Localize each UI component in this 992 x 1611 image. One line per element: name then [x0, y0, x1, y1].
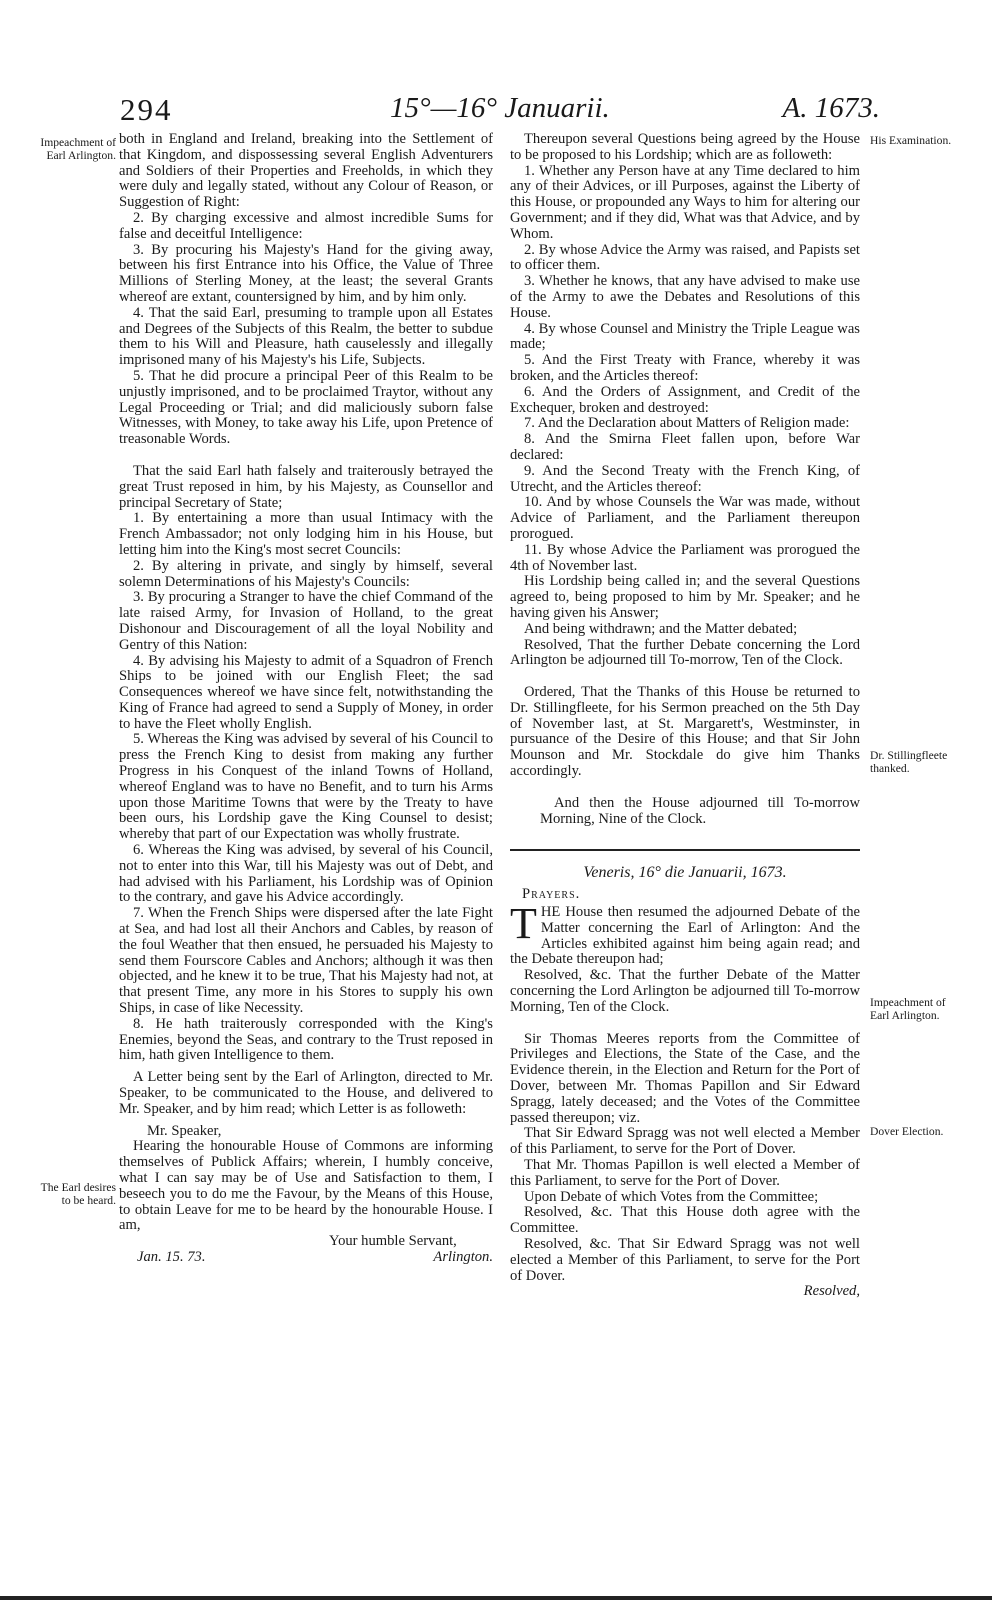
paragraph: That Mr. Thomas Papillon is well elected a Member of this Parliament, to serve for the Port of Dover.	[510, 1157, 860, 1189]
paragraph: 8. He hath traiterously corresponded with the King's Enemies, beyond the Seas, and contrary to the Trust reposed in him, hath given Intelligence to them.	[119, 1015, 493, 1064]
paragraph: His Lordship being called in; and the several Questions agreed to, being proposed to him by Mr. Speaker; and he having given his Answer;	[510, 573, 860, 621]
section-divider	[510, 849, 860, 851]
margin-note-impeachment-right: Impeachment of Earl Arlington.	[870, 996, 946, 1022]
paragraph: 2. By altering in private, and singly by himself, several solemn Determinations of his Majesty's Councils:	[119, 557, 493, 590]
opening-paragraph	[510, 899, 860, 968]
paragraph: Resolved, &c. That the further Debate of the Matter concerning the Lord Arlington be adjourned till To-morrow Morning, Ten of the Clock.	[510, 967, 860, 1015]
paragraph: That the said Earl hath falsely and traiterously betrayed the great Trust reposed in him, by his Majesty, as Counsellor and principal Secretary of State;	[119, 462, 493, 511]
paragraph: 3. Whether he knows, that any have advised to make use of the Army to awe the Debates and Resolutions of this House.	[510, 273, 860, 321]
paragraph: Thereupon several Questions being agreed by the House to be proposed to his Lordship; which are as followeth:	[510, 131, 860, 163]
paragraph: 7. When the French Ships were dispersed after the late Fight at Sea, and had lost all their Anchors and Cables, by reason of the foul Weather that then ensued, he persuaded his Majesty to send them Fourscore Cables and Anchors; although it was then objected, and he knew it to be true, That his Majesty had not, at that present Time, any more in his Stores to supply his own Ships, in case of like Necessity.	[119, 905, 493, 1017]
paragraph: A Letter being sent by the Earl of Arlington, directed to Mr. Speaker, to be communicated to the House, and delivered to Mr. Speaker, and by him read; which Letter is as followeth:	[119, 1069, 493, 1117]
paragraph: Ordered, That the Thanks of this House be returned to Dr. Stillingfleete, for his Sermon preached on the 5th Day of November last, at St. Margarett's, Westminster, in pursuance of the Desire of this House; and that Sir John Mounson and Mr. Stockdale do give him Thanks accordingly.	[510, 684, 860, 780]
paragraph: Resolved, &c. That this House doth agree with the Committee.	[510, 1204, 860, 1237]
paragraph: 1. By entertaining a more than usual Intimacy with the French Ambassador; not only lodging him in his House, but letting him into the King's most secret Councils:	[119, 510, 493, 558]
paragraph: 3. By procuring his Majesty's Hand for the giving away, between his first Entrance into his Office, the Value of Three Millions of Sterling Money, at the least; the several Grants whereof are extant, countersigned by him, and by him only.	[119, 241, 493, 305]
paragraph: 1. Whether any Person have at any Time declared to him any of their Advices, or ill Purposes, against the Liberty of this House, or propounded any Ways to him for altering our Government; and if they did, What was that Advice, and by Whom.	[510, 162, 860, 242]
letter-date: Jan. 15. 73.	[137, 1249, 206, 1266]
paragraph: Resolved, That the further Debate concerning the Lord Arlington be adjourned till To-morrow, Ten of the Clock.	[510, 636, 860, 669]
running-date: 15°—16° Januarii.	[390, 92, 610, 124]
adjournment: And then the House adjourned till To-morrow Morning, Nine of the Clock.	[540, 794, 860, 827]
paragraph: 4. By advising his Majesty to admit of a Squadron of French Ships to be joined with our English Fleet; the sad Consequences whereof we have since felt, notwithstanding the King of France had agreed to send a Supply of Money, in order to have the Fleet wholly English.	[119, 652, 493, 732]
paragraph: Resolved, &c. That Sir Edward Spragg was not well elected a Member of this Parliament, to serve for the Port of Dover.	[510, 1236, 860, 1284]
letter-signature: Arlington.	[433, 1249, 493, 1266]
paragraph: 6. And the Orders of Assignment, and Credit of the Exchequer, broken and destroyed:	[510, 383, 860, 416]
paragraph: 5. And the First Treaty with France, whereby it was broken, and the Articles thereof:	[510, 352, 860, 384]
paragraph: 11. By whose Advice the Parliament was prorogued the 4th of November last.	[510, 541, 860, 574]
running-year: A. 1673.	[782, 92, 880, 124]
paragraph: both in England and Ireland, breaking into the Settlement of that Kingdom, and dispossessing several English Adventurers and Soldiers of their Properties and Freeholds, in which they were duly and legally stated, without any Colour of Reason, or Suggestion of Right:	[119, 131, 493, 211]
letter-body: Hearing the honourable House of Commons are informing themselves of Publick Affairs; wherein, I humbly conceive, what I can say may be of Use and Satisfaction to them, I beseech you to do me the Favour, by the Means of this House, to obtain Leave for me to be heard by the honourable House. I am,	[119, 1138, 493, 1234]
paragraph: That Sir Edward Spragg was not well elected a Member of this Parliament, to serve for the Port of Dover.	[510, 1125, 860, 1158]
margin-note-dover: Dover Election.	[870, 1125, 944, 1138]
paragraph: 4. That the said Earl, presuming to trample upon all Estates and Degrees of the Subjects of this Realm, the better to subdue them to his Will and Pleasure, hath causelessly and illegally imprisoned many of his Majesty's his Life, Subjects.	[119, 304, 493, 369]
paragraph: Sir Thomas Meeres reports from the Committee of Privileges and Elections, the State of the Case, and the Evidence therein, in the Election and Return for the Port of Dover, between Mr. Thomas Papillon and Sir Edward Spragg, lately deceased; and the Votes of the Committee passed thereupon; viz.	[510, 1030, 860, 1126]
paragraph: 9. And the Second Treaty with the French King, of Utrecht, and the Articles thereof:	[510, 462, 860, 495]
paragraph: 5. Whereas the King was advised by several of his Council to press the French King to desist from making any further Progress in his Conquest of the inland Towns of Holland, whereof England was to have no Benefit, and to turn his Arms upon those Maritime Towns that were by the Treaty to have been ours, his Lordship gave the King Counsel to desist; whereby that part of our Expectation was wholly frustrate.	[119, 731, 493, 843]
letter-salutation: Mr. Speaker,	[147, 1122, 222, 1139]
opening-text: HE House then resumed the adjourned Debate of the Matter concerning the Earl of Arlington: And the Articles exhibited against him being again read; and the Debate thereupon had;	[510, 904, 860, 968]
paragraph: 2. By whose Advice the Army was raised, and Papists set to officer them.	[510, 241, 860, 274]
paragraph: Upon Debate of which Votes from the Committee;	[524, 1188, 819, 1205]
paragraph: 7. And the Declaration about Matters of Religion made:	[524, 415, 850, 432]
paragraph: 10. And by whose Counsels the War was made, without Advice of Parliament, and the Parliament thereupon prorogued.	[510, 494, 860, 542]
paragraph: 8. And the Smirna Fleet fallen upon, before War declared:	[510, 431, 860, 463]
letter-signoff	[119, 1234, 493, 1266]
margin-note-impeachment: Impeachment of Earl Arlington.	[40, 136, 116, 162]
margin-note-earl-desires: The Earl desires to be heard.	[40, 1181, 116, 1207]
drop-cap: T	[510, 899, 537, 949]
paragraph: 2. By charging excessive and almost incredible Sums for false and deceitful Intelligence:	[119, 209, 493, 242]
letter-closing: Your humble Servant,	[329, 1233, 457, 1250]
paragraph: 5. That he did procure a principal Peer of this Realm to be unjustly imprisoned, and to be proclaimed Traytor, without any Legal Proceeding or Trial; and did maliciously suborn false Witnesses, with Money, to take away his Life, upon Pretence of treasonable Words.	[119, 367, 493, 448]
paragraph: And being withdrawn; and the Matter debated;	[524, 620, 798, 637]
page-number: 294	[120, 92, 173, 127]
paragraph: 3. By procuring a Stranger to have the chief Command of the late raised Army, for Invasion of Holland, to the great Dishonour and Discouragement of all the loyal Nobility and Gentry of this Nation:	[119, 589, 493, 653]
margin-note-examination: His Examination.	[870, 134, 952, 147]
bottom-border	[0, 1596, 992, 1600]
paragraph: 6. Whereas the King was advised, by several of his Council, not to enter into this War, till his Majesty was out of Debt, and had advised with his Parliament, his Lordship was of Opinion to the contrary, and gave his Advice accordingly.	[119, 842, 493, 906]
prayers-label: Prayers.	[522, 886, 581, 903]
margin-note-stillingfleete: Dr. Stillingfleete thanked.	[870, 749, 948, 775]
page-header	[120, 92, 880, 132]
day-heading: Veneris, 16° die Januarii, 1673.	[583, 864, 787, 882]
right-column	[510, 132, 860, 1300]
catchword: Resolved,	[803, 1283, 860, 1300]
paragraph: 4. By whose Counsel and Ministry the Triple League was made;	[510, 320, 860, 353]
left-column	[119, 132, 493, 1266]
